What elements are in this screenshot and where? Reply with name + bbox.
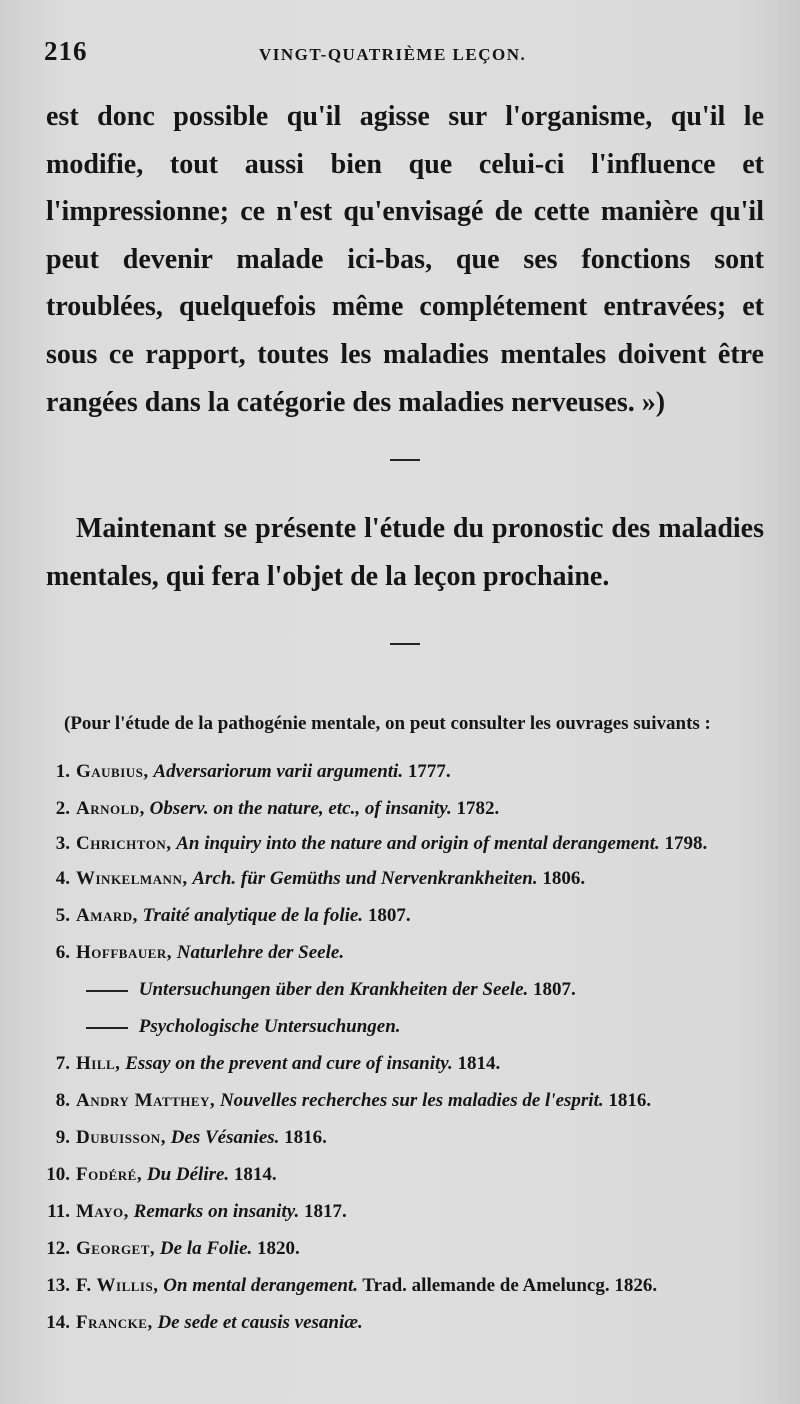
entry-title: Arch. für Gemüths und Nervenkrankheiten. bbox=[192, 868, 538, 889]
entry-title: Adversariorum varii argumenti. bbox=[153, 761, 404, 782]
bibliography-entry bbox=[40, 792, 762, 826]
entry-title: Untersuchungen über den Krankheiten der Seele. bbox=[138, 979, 529, 1000]
entry-number: 6. bbox=[55, 942, 70, 963]
section-divider bbox=[390, 643, 420, 645]
entry-title: Psychologische Untersuchungen. bbox=[138, 1016, 401, 1037]
entry-year: 1816. bbox=[284, 1127, 327, 1148]
entry-author: Chrichton, bbox=[76, 833, 172, 854]
entry-year: 1814. bbox=[233, 1164, 277, 1185]
entry-number: 1. bbox=[55, 761, 70, 782]
entry-number: 5. bbox=[55, 905, 70, 926]
body-paragraph: Maintenant se présente l'étude du pronostic des maladies mentales, qui fera l'objet de la leçon prochaine. bbox=[46, 513, 764, 592]
entry-year: 1807. bbox=[533, 979, 576, 1000]
entry-year: 1826. bbox=[614, 1275, 658, 1296]
entry-year: 1816. bbox=[608, 1090, 652, 1111]
entry-year: 1820. bbox=[257, 1238, 300, 1259]
entry-number: 3. bbox=[55, 833, 70, 854]
bibliography-entry bbox=[40, 755, 762, 789]
entry-year: 1782. bbox=[456, 798, 500, 819]
entry-title: Naturlehre der Seele. bbox=[176, 942, 345, 963]
entry-year: 1798. bbox=[664, 833, 708, 854]
entry-number: 10. bbox=[46, 1164, 70, 1185]
bibliography-entry bbox=[40, 973, 762, 1007]
bibliography-entry bbox=[40, 1047, 762, 1081]
bibliography-entry bbox=[40, 936, 762, 970]
entry-year: 1814. bbox=[457, 1053, 501, 1074]
entry-title: De la Folie. bbox=[159, 1238, 253, 1259]
entry-author: Gaubius, bbox=[76, 761, 149, 782]
bibliography-entry bbox=[40, 1084, 762, 1118]
entry-title: An inquiry into the nature and origin of mental derangement. bbox=[176, 833, 660, 854]
entry-title: Des Vésanies. bbox=[170, 1127, 280, 1148]
entry-author: Francke, bbox=[76, 1312, 153, 1333]
ditto-dash bbox=[86, 1027, 128, 1029]
bibliography-entry bbox=[40, 1121, 762, 1155]
bibliography-entry bbox=[40, 1195, 762, 1229]
bibliography-entry bbox=[40, 1158, 762, 1192]
entry-number: 11. bbox=[47, 1201, 70, 1222]
entry-author: Amard, bbox=[76, 905, 138, 926]
section-divider bbox=[390, 459, 420, 461]
entry-year: 1817. bbox=[303, 1201, 347, 1222]
entry-title: On mental derangement. bbox=[163, 1275, 358, 1296]
body-paragraph: est donc possible qu'il agisse sur l'organisme, qu'il le modifie, tout aussi bien que celui-ci l'influence et l'impressionne; ce n'est qu'envisagé de cette manière qu'il peut devenir malade ici-bas, que ses fonctions sont troublées, quelquefois même complétement entravées; et sous ce rapport, toutes les maladies mentales doivent être rangées dans la catégorie des maladies nerveuses. ») bbox=[46, 101, 764, 418]
entry-number: 4. bbox=[55, 868, 70, 889]
entry-author: Georget, bbox=[76, 1238, 156, 1259]
entry-title: De sede et causis vesaniæ. bbox=[157, 1312, 363, 1333]
entry-author: Andry Matthey, bbox=[76, 1090, 216, 1111]
entry-title: Observ. on the nature, etc., of insanity. bbox=[149, 798, 452, 819]
bibliography-entry bbox=[40, 829, 762, 859]
entry-number: 13. bbox=[46, 1275, 70, 1296]
entry-author: Arnold, bbox=[76, 798, 145, 819]
entry-title: Du Délire. bbox=[146, 1164, 230, 1185]
entry-extra: Trad. allemande de Ameluncg. bbox=[362, 1275, 610, 1296]
entry-title: Remarks on insanity. bbox=[133, 1201, 300, 1222]
bibliography-entry bbox=[40, 899, 762, 933]
entry-author: Mayo, bbox=[76, 1201, 129, 1222]
bibliography-list bbox=[40, 755, 762, 1343]
entry-number: 14. bbox=[46, 1312, 70, 1333]
entry-number: 12. bbox=[46, 1238, 70, 1259]
entry-author: Winkelmann, bbox=[76, 868, 188, 889]
entry-author: F. Willis, bbox=[76, 1275, 159, 1296]
running-title: VINGT-QUATRIÈME LEÇON. bbox=[259, 45, 527, 64]
references-intro: (Pour l'étude de la pathogénie mentale, on peut consulter les ouvrages suivants : bbox=[64, 713, 711, 734]
entry-author: Hoffbauer, bbox=[76, 942, 173, 963]
entry-year: 1806. bbox=[542, 868, 586, 889]
bibliography-entry bbox=[40, 1010, 762, 1044]
entry-author: Dubuisson, bbox=[76, 1127, 166, 1148]
page-header bbox=[44, 36, 760, 76]
entry-number: 8. bbox=[55, 1090, 70, 1111]
entry-year: 1777. bbox=[407, 761, 451, 782]
bibliography-entry bbox=[40, 1269, 762, 1303]
bibliography-entry bbox=[40, 1306, 762, 1340]
entry-year: 1807. bbox=[367, 905, 411, 926]
entry-title: Traité analytique de la folie. bbox=[142, 905, 364, 926]
bibliography-entry bbox=[40, 1232, 762, 1266]
entry-title: Nouvelles recherches sur les maladies de l'esprit. bbox=[219, 1090, 604, 1111]
entry-number: 2. bbox=[55, 798, 70, 819]
entry-title: Essay on the prevent and cure of insanity. bbox=[125, 1053, 453, 1074]
entry-number: 7. bbox=[55, 1053, 70, 1074]
bibliography-entry bbox=[40, 862, 762, 896]
entry-number: 9. bbox=[55, 1127, 70, 1148]
entry-author: Hill, bbox=[76, 1053, 121, 1074]
ditto-dash bbox=[86, 990, 128, 992]
page-number: 216 bbox=[44, 36, 88, 66]
entry-author: Fodéré, bbox=[76, 1164, 143, 1185]
